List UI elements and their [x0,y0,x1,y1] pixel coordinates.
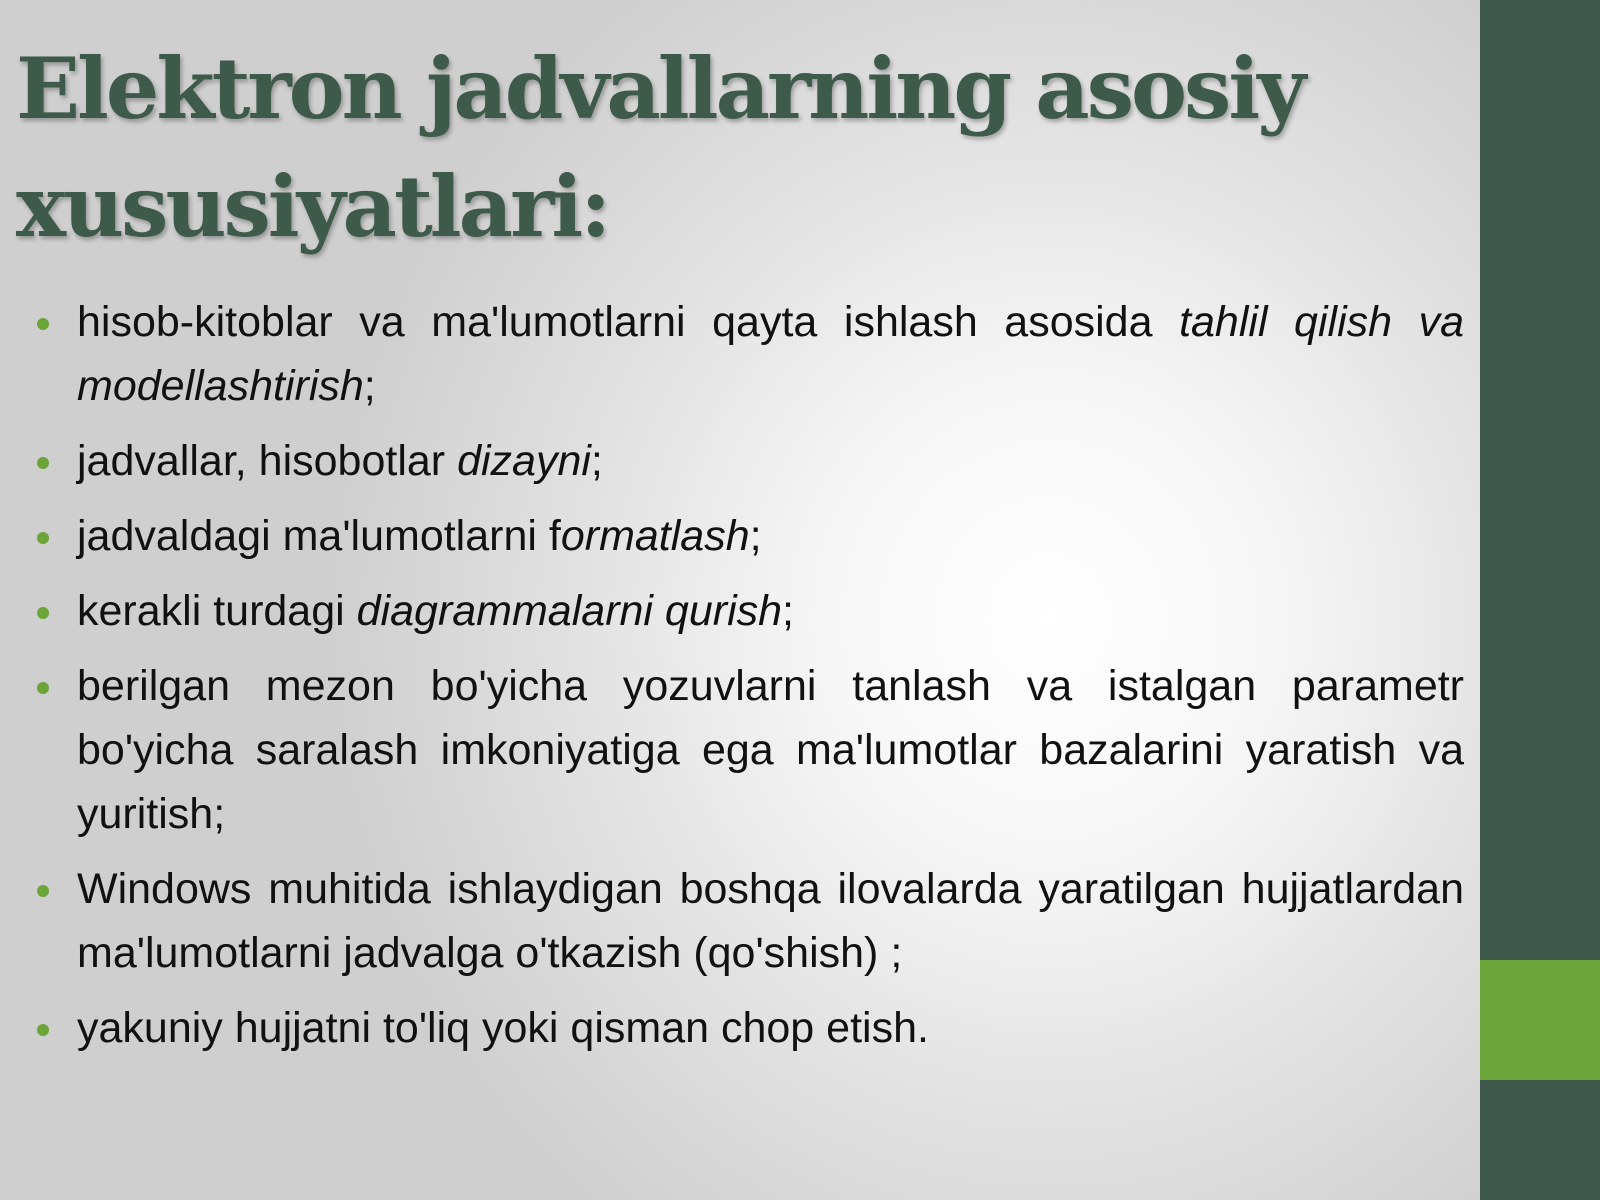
slide-content [30,290,1464,1071]
bullet-text: berilgan mezon bo'yicha yozuvlarni tanlash va istalgan parametr bo'yicha saralash imkoniyatiga ega ma'lumotlar bazalarini yaratish va yuritish; [77,662,1464,838]
bullet-item [30,504,1464,568]
bullet-text-italic: diagrammalarni qurish [356,587,783,635]
bullet-text: ; [363,362,376,410]
bullet-item [30,857,1464,985]
bullet-dot-icon [37,457,49,469]
bullet-dot-icon [37,1024,49,1036]
bullet-dot-icon [37,532,49,544]
bullet-text: yakuniy hujjatni to'liq yoki qisman chop etish. [77,1004,929,1052]
bullet-dot-icon [37,682,49,694]
bullet-item [30,290,1464,418]
bullet-text-italic: ormatlash [560,512,750,560]
bullet-text: Windows muhitida ishlaydigan boshqa ilovalarda yaratilgan hujjatlardan ma'lumotlarni jadvalga o'tkazish (qo'shish) ; [77,865,1464,977]
bullet-text: ; [782,587,794,635]
bullet-item [30,429,1464,493]
bullet-text: ; [749,512,762,560]
bullet-dot-icon [37,885,49,897]
side-accent-block [1480,960,1600,1080]
bullet-dot-icon [37,318,49,330]
bullet-item [30,996,1464,1060]
bullet-item [30,579,1464,643]
bullet-text: jadvallar, hisobotlar [77,437,458,485]
bullet-text-italic: tahlil qilish va modellashtirish [77,298,1465,410]
bullet-text: kerakli turdagi [77,587,357,635]
bullet-dot-icon [37,607,49,619]
bullet-text: ; [590,437,603,485]
bullet-text-italic: dizayni [457,437,591,485]
bullet-text: jadvaldagi ma'lumotlarni f [77,512,561,560]
bullet-text: hisob-kitoblar va ma'lumotlarni qayta ishlash asosida [77,298,1180,346]
bullet-item [30,654,1464,846]
bullet-list [30,290,1464,1060]
slide-title: Elektron jadvallarning asosiy xususiyatlari: [16,39,1304,256]
